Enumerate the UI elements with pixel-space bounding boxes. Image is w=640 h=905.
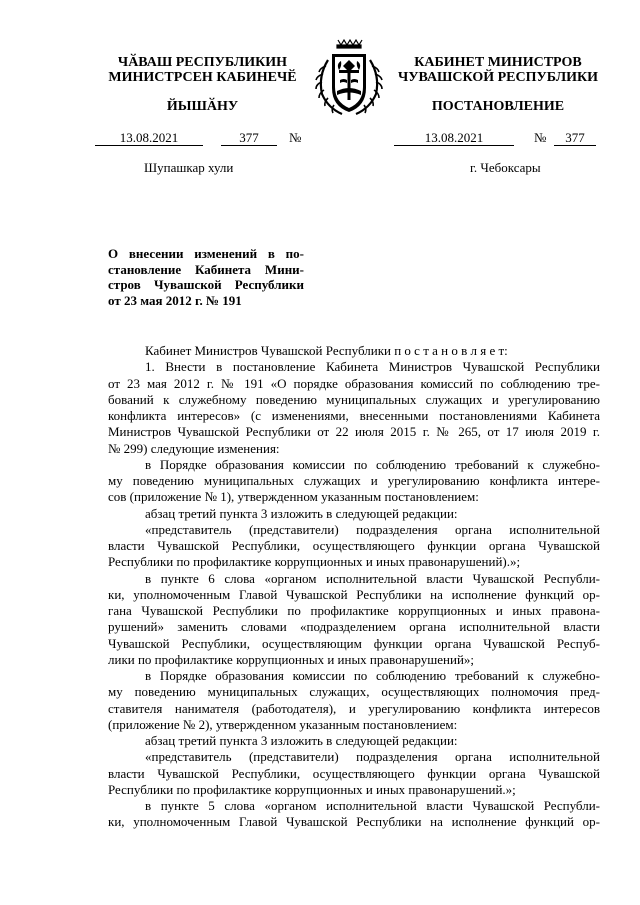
body-line: «представитель (представители) подразделения органа исполнительной [145, 749, 600, 765]
header-right-line: КАБИНЕТ МИНИСТРОВ [414, 55, 582, 70]
subject-line: О внесении изменений в по- [108, 246, 304, 261]
body-line: сов (приложение № 1), утвержденном указанным постановлением: [108, 489, 479, 505]
body-line: в Порядке образования комиссии по соблюдению требований к служебно- [145, 456, 600, 472]
number-sign-left: № [289, 130, 302, 145]
date-field-right: 13.08.2021 [394, 131, 514, 146]
body-line: абзац третий пункта 3 изложить в следующей редакции: [145, 733, 458, 748]
header-left-line: МИНИСТРСЕН КАБИНЕЧӖ [108, 70, 297, 85]
body-line: ставителя нанимателя (работодателя), и урегулированию конфликта интересов [108, 700, 600, 716]
body-line: № 299) следующие изменения: [108, 440, 280, 456]
body-line: в пункте 6 слова «органом исполнительной власти Чувашской Республи- [145, 570, 600, 586]
body-line: власти Чувашской Республики, осуществляющего функции органа Чувашской [108, 765, 600, 781]
body-line: ки, уполномоченным Главой Чувашской Республики на исполнение функций ор- [108, 814, 600, 830]
doc-type-left: ЙЫШӐНУ [166, 99, 239, 114]
body-line: «представитель (представители) подразделения органа исполнительной [145, 521, 600, 537]
body-line: (приложение № 2), утвержденном указанным постановлением: [108, 716, 458, 732]
body-line: абзац третий пункта 3 изложить в следующей редакции: [145, 505, 458, 521]
body-line: в Порядке образования комиссии по соблюдению требований к служебно- [145, 668, 600, 683]
body-line: конфликта интересов» (с изменениями, внесенными постановлениями Кабинета [108, 408, 600, 423]
body-line: рушений» заменить словами «подразделением органа исполнительной власти [108, 619, 600, 635]
body-line: гана Чувашской Республики по профилактике коррупционных и иных правона- [108, 603, 600, 618]
city-left: Шупашкар хули [144, 160, 234, 175]
header-left [100, 55, 305, 85]
body-line: му поведению муниципальных служащих, осуществляющих полномочия пред- [108, 684, 600, 700]
dateline-right [394, 131, 606, 147]
header-right [388, 55, 608, 85]
body-line: Республики по профилактике коррупционных и иных правонарушений.»; [108, 781, 516, 797]
number-sign-right: № [534, 130, 547, 145]
subject-line: становление Кабинета Мини- [108, 261, 304, 277]
header-left-line: ЧӐВАШ РЕСПУБЛИКИН [117, 55, 288, 70]
document-body [108, 343, 600, 831]
body-line: Республики по профилактике коррупционных и иных правонарушений).»; [108, 554, 521, 570]
body-line: лики по профилактике коррупционных и иных правонарушений»; [108, 651, 475, 667]
doc-type-right: ПОСТАНОВЛЕНИЕ [431, 99, 565, 114]
number-field-right: 377 [554, 131, 596, 146]
document-subject [108, 246, 304, 308]
body-line: 1. Внести в постановление Кабинета Министров Чувашской Республики [145, 359, 600, 375]
body-line: бований к служебному поведению муниципальных служащих и урегулированию [108, 391, 600, 407]
body-line: ки, уполномоченным Главой Чувашской Республики на исполнение функций ор- [108, 586, 600, 602]
subject-line: стров Чувашской Республики [108, 277, 304, 292]
body-line: от 23 мая 2012 г. № 191 «О порядке образования комиссий по соблюдению тре- [108, 375, 600, 391]
date-field-left: 13.08.2021 [95, 131, 203, 146]
body-line: Министров Чувашской Республики от 22 июля 2015 г. № 265, от 17 июля 2019 г. [108, 424, 600, 440]
body-line: власти Чувашской Республики, осуществляющего функции органа Чувашской [108, 538, 600, 553]
body-line: Чувашской Республики, осуществляющим функции органа Чувашской Респуб- [108, 635, 600, 651]
dateline-left [95, 131, 315, 147]
body-line: Кабинет Министров Чувашской Республики п о с т а н о в л я е т: [145, 343, 508, 358]
body-line: му поведению муниципальных служащих и урегулированию конфликта интере- [108, 473, 600, 488]
header-right-line: ЧУВАШСКОЙ РЕСПУБЛИКИ [397, 70, 599, 85]
subject-line: от 23 мая 2012 г. № 191 [108, 292, 242, 308]
chuvash-emblem-icon [308, 36, 390, 122]
body-line: в пункте 5 слова «органом исполнительной власти Чувашской Республи- [145, 798, 600, 813]
number-field-left: 377 [221, 131, 277, 146]
city-right: г. Чебоксары [470, 160, 541, 175]
